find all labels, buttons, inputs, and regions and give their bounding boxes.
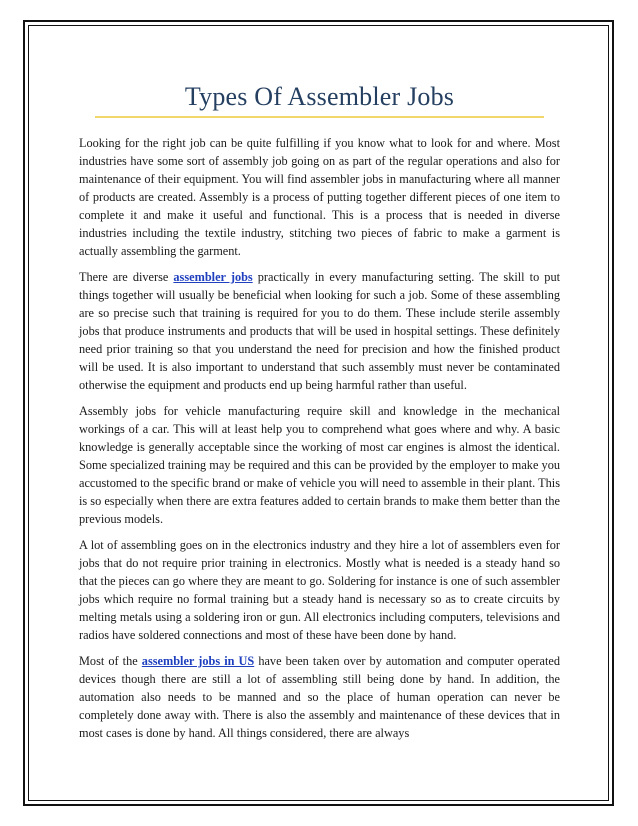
assembler-jobs-link[interactable]: assembler jobs (173, 270, 253, 284)
paragraph-text: have been taken over by automation and computer operated devices though there are still a lot of assembling still being done by hand. In addition, the automation also needs to be manned and so the place of human operation can never be completely done away with. There is also the assembly and maintenance of these devices that in most cases is done by hand. All things considered, there are always (79, 654, 561, 740)
paragraph-text: There are diverse (79, 270, 174, 284)
paragraph-intro: Looking for the right job can be quite fulfilling if you know what to look for and where. Most industries have some sort of assembly job going on as part of the regular operations and also for maintenance of their equipment. You will find assembler jobs in manufacturing where all manner of products are created. Assembly is a process of putting together different pieces of one item to complete it and make it useful and functional. This is a process that is needed in diverse industries including the textile industry, stitching two pieces of fabric to make a garment is actually assembling the garment. (79, 136, 560, 258)
paragraph-text: practically in every manufacturing setting. The skill to put things together will usually be beneficial when looking for such a job. Some of these assembling are so precise such that training is required for you to do them. These include sterile assembly jobs that produce instruments and products that will be used in hospital settings. These definitely need prior training so that you understand the need for precision and how the finished product will be used. It is also important to understand that such assembly must never be contaminated otherwise the equipment and products end up being harmful rather than useful. (79, 270, 561, 392)
assembler-jobs-in-us-link[interactable]: assembler jobs in US (141, 654, 255, 668)
paragraph-automation (79, 652, 560, 742)
paragraph-diverse-jobs (79, 268, 560, 394)
paragraph-text: Most of the (79, 654, 142, 668)
page-title: Types Of Assembler Jobs (95, 82, 544, 118)
document-body (79, 82, 560, 750)
paragraph-vehicle: Assembly jobs for vehicle manufacturing require skill and knowledge in the mechanical workings of a car. This will at least help you to comprehend what goes where and why. A basic knowledge is generally acceptable since the working of most car engines is almost the identical. Some specialized training may be required and this can be provided by the employer to make you accustomed to the specific brand or make of vehicle you will need to assemble in their plant. This is so especially when there are extra features added to certain brands to make them better than the previous models. (79, 404, 560, 526)
paragraph-electronics: A lot of assembling goes on in the electronics industry and they hire a lot of assemblers even for jobs that do not require prior training in electronics. Mostly what is needed is a steady hand so that the pieces can go where they are meant to go. Soldering for instance is one of such assembler jobs which require no formal training but a steady hand is necessary so as to create circuits by melting metals using a soldering iron or gun. All electronics including computers, televisions and radios have soldered connections and most of these have been done by hand. (79, 538, 560, 642)
